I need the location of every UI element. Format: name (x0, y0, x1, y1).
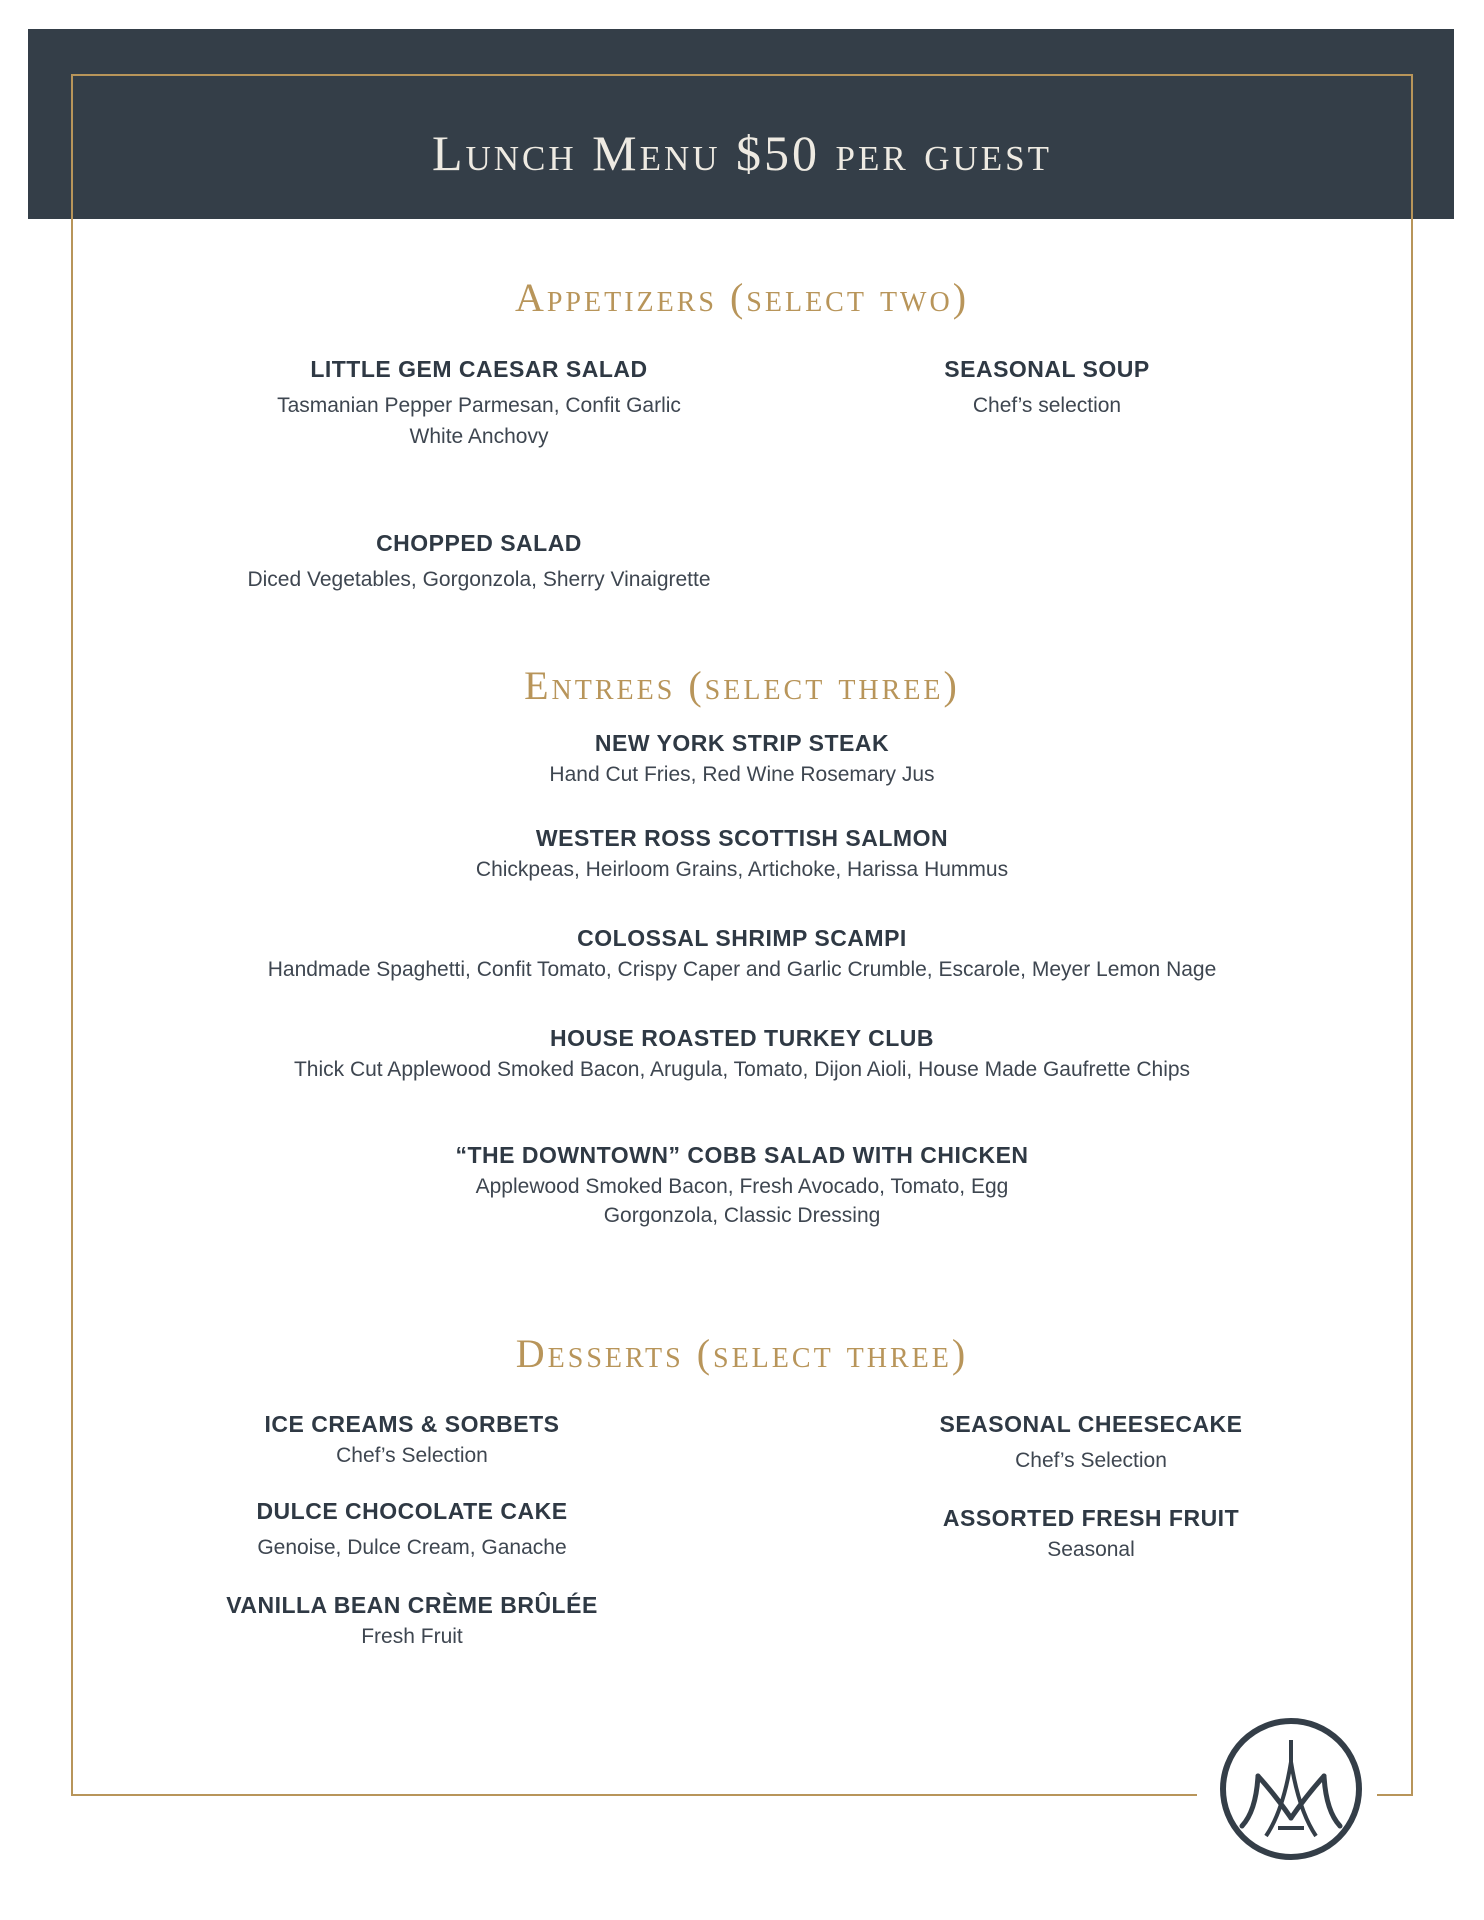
dish-name: ASSORTED FRESH FRUIT (942, 1505, 1240, 1531)
dish-description: Thick Cut Applewood Smoked Bacon, Arugula, Tomato, Dijon Aioli, House Made Gaufrette Chips (293, 1058, 1191, 1081)
dish-description: Chef’s Selection (336, 1444, 488, 1467)
dessert-item-fresh-fruit (943, 1503, 1239, 1564)
dish-name: SEASONAL SOUP (944, 356, 1150, 382)
dish-name: LITTLE GEM CAESAR SALAD (310, 356, 648, 382)
appetizers-heading: Appetizers (select two) (514, 275, 970, 320)
dish-description: Gorgonzola, Classic Dressing (603, 1204, 881, 1227)
appetizer-item-seasonal-soup (944, 354, 1149, 420)
desserts-heading: Desserts (select three) (515, 1331, 969, 1376)
entree-item-ny-strip-steak (549, 728, 934, 789)
entree-item-shrimp-scampi (268, 923, 1217, 984)
dish-name: ICE CREAMS & SORBETS (264, 1411, 560, 1437)
dish-name: VANILLA BEAN CRÈME BRÛLÉE (226, 1592, 598, 1618)
entrees-heading: Entrees (select three) (524, 663, 960, 708)
dish-description: Chef’s selection (972, 394, 1122, 417)
dish-description: Applewood Smoked Bacon, Fresh Avocado, Tomato, Egg (475, 1175, 1009, 1198)
entree-item-cobb-salad (455, 1140, 1028, 1230)
dish-description: Tasmanian Pepper Parmesan, Confit Garlic (277, 394, 681, 417)
dish-name: CHOPPED SALAD (376, 530, 582, 556)
dish-description: Diced Vegetables, Gorgonzola, Sherry Vinaigrette (247, 568, 711, 591)
dish-name: HOUSE ROASTED TURKEY CLUB (550, 1025, 934, 1051)
dish-name: NEW YORK STRIP STEAK (594, 730, 890, 756)
dish-description: Fresh Fruit (361, 1625, 463, 1648)
entree-item-scottish-salmon (476, 823, 1008, 884)
dish-name: “THE DOWNTOWN” COBB SALAD WITH CHICKEN (455, 1142, 1029, 1168)
dish-description: Hand Cut Fries, Red Wine Rosemary Jus (549, 763, 935, 786)
dish-name: WESTER ROSS SCOTTISH SALMON (535, 825, 949, 851)
dish-description: Chef’s Selection (1015, 1449, 1167, 1472)
dessert-item-creme-brulee (226, 1590, 598, 1651)
dish-description: White Anchovy (409, 425, 549, 448)
menu-title: Lunch Menu $50 per guest (431, 125, 1053, 181)
dish-name: DULCE CHOCOLATE CAKE (256, 1498, 568, 1524)
dish-name: SEASONAL CHEESECAKE (939, 1411, 1243, 1437)
dessert-item-ice-creams (265, 1409, 560, 1470)
appetizer-item-caesar-salad (277, 354, 681, 451)
dish-description: Chickpeas, Heirloom Grains, Artichoke, Harissa Hummus (475, 858, 1009, 881)
dish-description: Seasonal (1047, 1538, 1135, 1561)
entree-item-turkey-club (294, 1023, 1190, 1084)
dish-name: COLOSSAL SHRIMP SCAMPI (577, 925, 907, 951)
monogram-logo-icon (1218, 1716, 1364, 1862)
dish-description: Genoise, Dulce Cream, Ganache (257, 1536, 567, 1559)
dessert-item-chocolate-cake (256, 1496, 567, 1562)
dish-description: Handmade Spaghetti, Confit Tomato, Crispy Caper and Garlic Crumble, Escarole, Meyer Lemon Nage (267, 958, 1217, 981)
dessert-item-cheesecake (939, 1409, 1242, 1475)
appetizer-item-chopped-salad (247, 528, 710, 594)
